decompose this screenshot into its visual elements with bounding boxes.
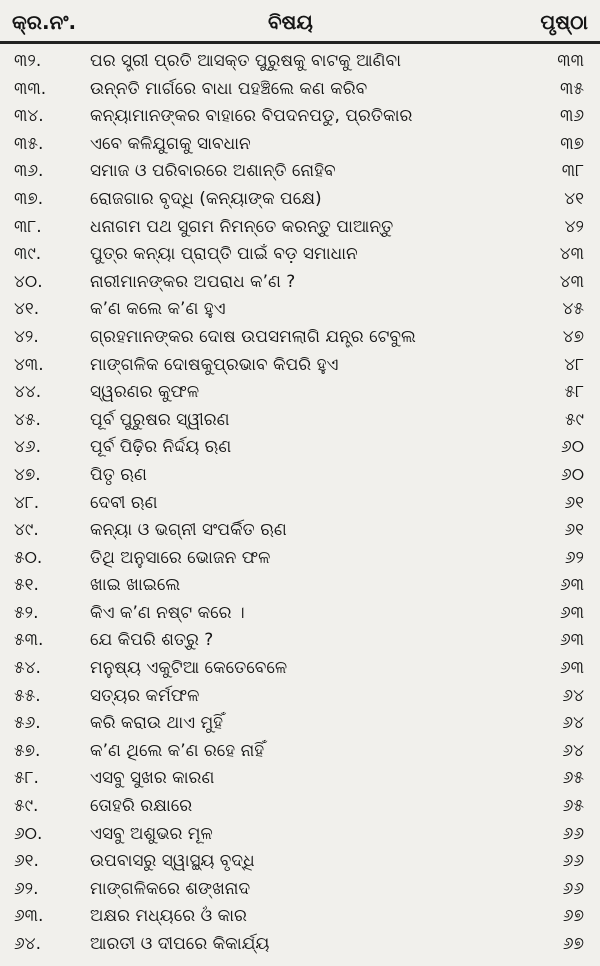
entry-title: ଖାଇ ଖାଇଲେ — [90, 575, 181, 596]
entry-number: ୫୫. — [14, 685, 41, 706]
entry-title: ମାଙ୍ଗଳିକରେ ଶଙ୍ଖନାଦ — [90, 878, 251, 899]
entry-title: ଉପବାସରୁ ସ୍ୱାସ୍ଥ୍ୟ ବୃଦ୍ଧି — [90, 851, 255, 872]
entry-number: ୫୮. — [14, 768, 39, 789]
table-row — [0, 103, 600, 131]
column-header-serial: କ୍ର.ନଂ. — [12, 10, 77, 34]
entry-title: ସତ୍ୟର କର୍ମଫଳ — [90, 685, 200, 706]
entry-page-number: ୬୬ — [562, 823, 584, 844]
entry-page-number: ୩୮ — [561, 161, 584, 182]
table-row — [0, 241, 600, 269]
entry-page-number: ୬୩ — [559, 658, 584, 679]
entry-number: ୫୬. — [14, 713, 41, 734]
entry-page-number: ୬୦ — [561, 464, 584, 485]
entry-title: କ’ଣ ଥିଲେ କ’ଣ ରହେ ନାହିଁ — [90, 740, 265, 761]
table-row — [0, 324, 600, 352]
table-row — [0, 655, 600, 683]
entry-title: ଏସବୁ ଅଶୁଭର ମୂଳ — [90, 823, 213, 844]
entry-number: ୪୦. — [14, 271, 43, 292]
table-row — [0, 683, 600, 711]
table-row — [0, 269, 600, 297]
entry-title: ଗ୍ରହମାନଙ୍କର ଦୋଷ ଉପସମଲାଗି ଯନ୍ତ୍ର ଟେବୁଲ — [90, 326, 416, 347]
entry-title: ତିଥି ଅନୁସାରେ ଭୋଜନ ଫଳ — [90, 547, 271, 568]
table-row — [0, 931, 600, 959]
entry-title: ଧନାଗମ ପଥ ସୁଗମ ନିମନ୍ତେ କରନ୍ତୁ ପାଆନ୍ତୁ — [90, 216, 394, 237]
entry-number: ୪୮. — [14, 492, 40, 513]
entry-page-number: ୬୪ — [562, 740, 584, 761]
entry-page-number: ୬୩ — [559, 630, 584, 651]
entry-page-number: ୬୪ — [562, 685, 584, 706]
entry-title: ଅକ୍ଷର ମଧ୍ୟରେ ଓଁ କାର — [90, 906, 247, 927]
entry-page-number: ୩୩ — [557, 51, 584, 71]
entry-page-number: ୬୨ — [564, 547, 584, 568]
table-row — [0, 490, 600, 518]
entry-page-number: ୩୭ — [560, 133, 584, 154]
table-row — [0, 517, 600, 545]
table-row — [0, 76, 600, 104]
column-header-page: ପୃଷ୍ଠା — [540, 10, 588, 34]
table-row — [0, 186, 600, 214]
entry-number: ୩୭. — [14, 188, 44, 209]
table-row — [0, 379, 600, 407]
entry-title: ରୋଜଗାର ବୃଦ୍ଧି (କନ୍ୟାଙ୍କ ପକ୍ଷେ) — [90, 188, 322, 209]
entry-page-number: ୫୯ — [564, 409, 584, 430]
entry-number: ୬୦. — [14, 823, 43, 844]
table-row — [0, 710, 600, 738]
entry-page-number: ୬୧ — [564, 492, 584, 513]
entry-number: ୩୮. — [14, 216, 42, 237]
entry-page-number: ୪୭ — [562, 326, 584, 347]
entry-title: ସମାଜ ଓ ପରିବାରରେ ଅଶାନ୍ତି ନୋହିବ — [90, 161, 336, 182]
entry-number: ୪୩. — [14, 354, 44, 375]
entry-number: ୫୯. — [14, 796, 39, 817]
entry-number: ୫୭. — [14, 740, 41, 761]
table-row — [0, 572, 600, 600]
entry-title: ଏବେ କଳିଯୁଗକୁ ସାବଧାନ — [90, 133, 251, 154]
entry-number: ୪୫. — [14, 409, 41, 430]
table-row — [0, 48, 600, 76]
entry-title: ମନୁଷ୍ୟ ଏକୁଟିଆ କେତେବେଳେ — [90, 658, 288, 679]
entry-number: ୪୬. — [14, 437, 41, 458]
table-row — [0, 352, 600, 380]
entry-page-number: ୩୫ — [560, 78, 584, 99]
entry-page-number: ୬୫ — [562, 796, 584, 817]
entry-page-number: ୪୫ — [562, 299, 584, 320]
entry-number: ୫୪. — [14, 658, 41, 679]
entry-title: ଯେ କିପରି ଶତ୍ରୁ ? — [90, 630, 214, 651]
table-row — [0, 158, 600, 186]
table-row — [0, 738, 600, 766]
entry-title: ନାରୀମାନଙ୍କର ଅପରାଧ କ’ଣ ? — [90, 271, 296, 292]
entry-number: ୩୬. — [14, 161, 44, 182]
entry-page-number: ୬୩ — [559, 575, 584, 596]
entry-number: ୪୧. — [14, 299, 40, 320]
entry-number: ୪୭. — [14, 464, 41, 485]
table-row — [0, 600, 600, 628]
table-row — [0, 627, 600, 655]
entry-number: ୫୨. — [14, 602, 39, 623]
entry-page-number: ୪୩ — [559, 244, 584, 265]
entry-page-number: ୬୬ — [562, 878, 584, 899]
entry-title: ପୁତ୍ର କନ୍ୟା ପ୍ରାପ୍ତି ପାଇଁ ବଡ଼ ସମାଧାନ — [90, 244, 358, 265]
entry-title: କ’ଣ କଲେ କ’ଣ ହୁଏ — [90, 299, 226, 320]
table-header — [0, 0, 600, 44]
entry-number: ୬୪. — [14, 934, 41, 954]
entry-title: ଉନ୍ନତି ମାର୍ଗରେ ବାଧା ପହଞ୍ଚିଲେ କଣ କରିବ — [90, 78, 368, 99]
table-row — [0, 131, 600, 159]
entry-number: ୪୯. — [14, 520, 39, 541]
entry-page-number: ୪୮ — [564, 354, 584, 375]
entry-number: ୩୫. — [14, 133, 44, 154]
entry-number: ୪୪. — [14, 382, 42, 403]
entry-title: କରି କରାଉ ଥାଏ ମୁହିଁ — [90, 713, 224, 734]
table-row — [0, 545, 600, 573]
table-row — [0, 848, 600, 876]
column-header-subject: ବିଷୟ — [268, 10, 313, 34]
table-row — [0, 462, 600, 490]
entry-number: ୬୩. — [14, 906, 44, 927]
entry-page-number: ୬୩ — [559, 602, 584, 623]
entry-page-number: ୪୩ — [559, 271, 584, 292]
entry-title: ପର ସ୍ତ୍ରୀ ପ୍ରତି ଆସକ୍ତ ପୁରୁଷକୁ ବାଟକୁ ଆଣିବା — [90, 51, 401, 71]
entry-title: କିଏ କ’ଣ ନଷ୍ଟ କରେ । — [90, 602, 245, 623]
table-row — [0, 214, 600, 242]
entry-number: ୩୨. — [14, 51, 42, 71]
table-row — [0, 903, 600, 931]
entry-page-number: ୪୨ — [564, 216, 584, 237]
entry-title: ପୂର୍ବ ପୁରୁଷର ସ୍ୱୀରଣ — [90, 409, 230, 430]
entry-title: ପୂର୍ବ ପିଢ଼ିର ନିର୍ଦ୍ଦୟ ଋଣ — [90, 437, 232, 458]
entry-page-number: ୫୮ — [564, 382, 584, 403]
entry-title: କନ୍ୟା ଓ ଭଗ୍ନୀ ସଂପର୍କିତ ଋଣ — [90, 520, 287, 541]
entry-number: ୫୧. — [14, 575, 39, 596]
table-row — [0, 821, 600, 849]
table-row — [0, 765, 600, 793]
entry-page-number: ୬୬ — [562, 851, 584, 872]
entry-page-number: ୬୭ — [562, 934, 584, 954]
entry-title: ପିତୃ ଋଣ — [90, 464, 147, 485]
entry-number: ୫୩. — [14, 630, 44, 651]
entry-title: ସ୍ୱରଣର କୁଫଳ — [90, 382, 200, 403]
table-row — [0, 876, 600, 904]
entry-page-number: ୬୪ — [562, 713, 584, 734]
entry-title: ଆରତୀ ଓ ଦୀପରେ କିକାର୍ଯ୍ୟ — [90, 934, 270, 954]
entry-page-number: ୬୫ — [562, 768, 584, 789]
contents-list — [0, 48, 600, 959]
entry-title: ମାଙ୍ଗଳିକ ଦୋଷକୁପ୍ରଭାବ କିପରି ହୁଏ — [90, 354, 339, 375]
table-row — [0, 407, 600, 435]
table-row — [0, 793, 600, 821]
table-row — [0, 296, 600, 324]
entry-number: ୩୩. — [14, 78, 47, 99]
entry-title: ତୋହରି ରକ୍ଷାରେ — [90, 796, 193, 817]
entry-number: ୩୯. — [14, 244, 42, 265]
entry-title: ଏସବୁ ସୁଖର କାରଣ — [90, 768, 215, 789]
entry-page-number: ୬୦ — [561, 437, 584, 458]
entry-number: ୬୧. — [14, 851, 39, 872]
entry-page-number: ୪୧ — [564, 188, 584, 209]
entry-page-number: ୬୭ — [562, 906, 584, 927]
entry-number: ୫୦. — [14, 547, 43, 568]
entry-page-number: ୬୧ — [564, 520, 584, 541]
entry-page-number: ୩୬ — [559, 106, 584, 127]
entry-number: ୪୨. — [14, 326, 39, 347]
entry-title: କନ୍ୟାମାନଙ୍କର ବାହାରେ ବିପଦନପଡୁ, ପ୍ରତିକାର — [90, 106, 413, 127]
entry-number: ୩୪. — [14, 106, 44, 127]
table-row — [0, 434, 600, 462]
entry-number: ୬୨. — [14, 878, 39, 899]
entry-title: ଦେବୀ ଋଣ — [90, 492, 158, 513]
